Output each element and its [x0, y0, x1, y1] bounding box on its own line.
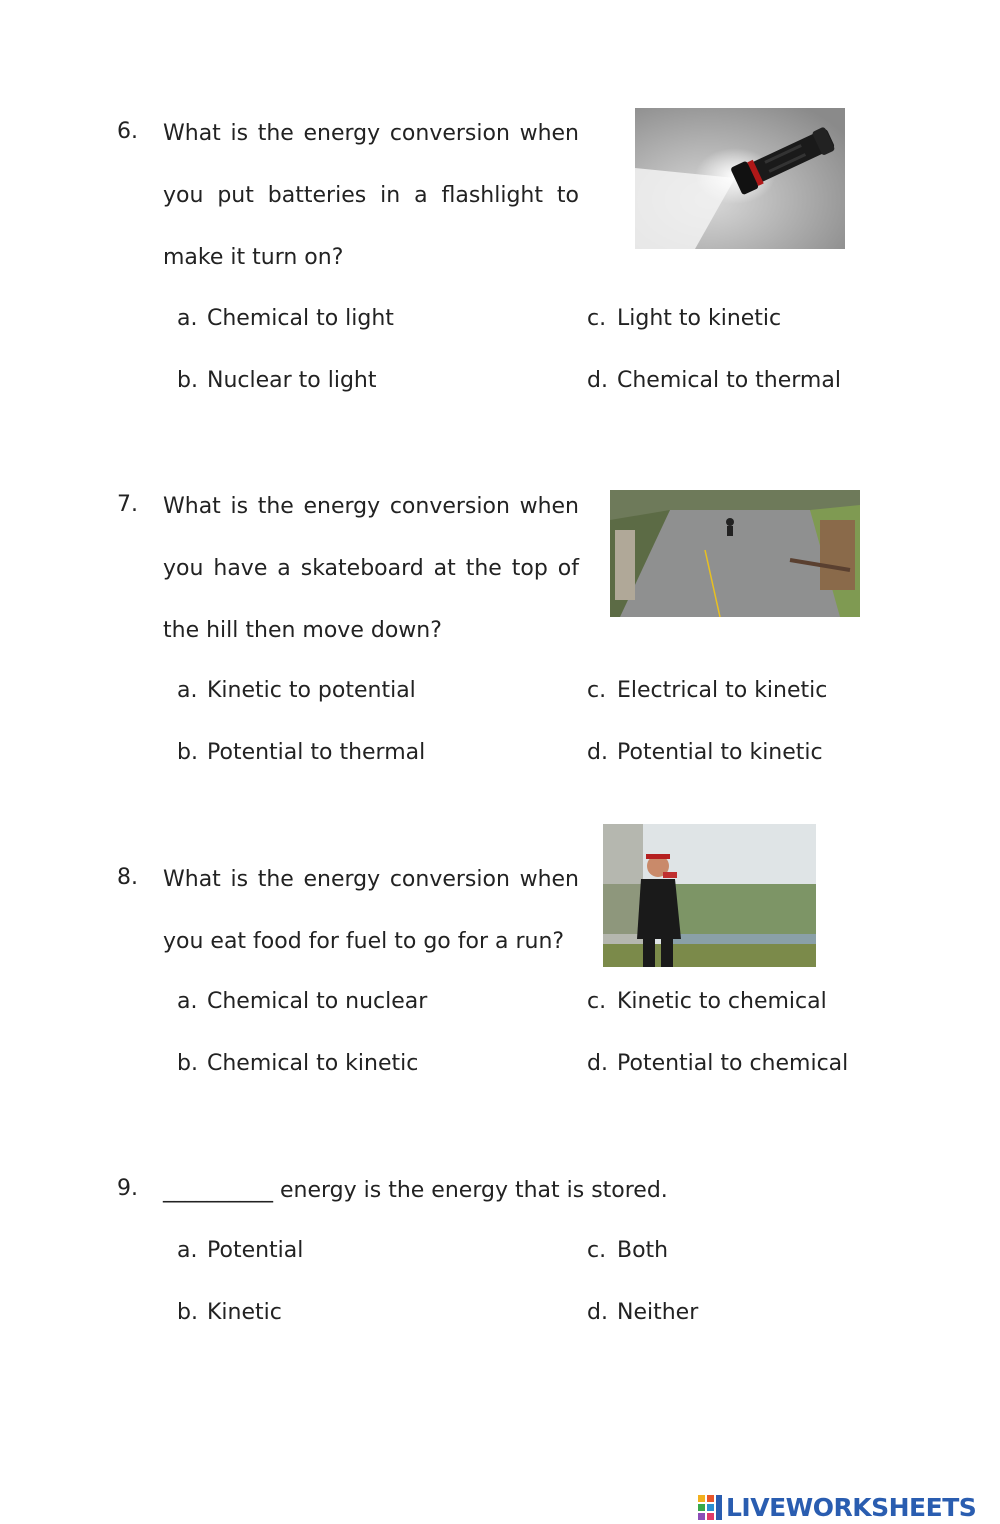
option-c[interactable]: c. Kinetic to chemical: [587, 989, 827, 1014]
question-text: __________ energy is the energy that is stored.: [163, 1178, 668, 1203]
liveworksheets-logo: [698, 1490, 976, 1524]
option-d[interactable]: d. Potential to kinetic: [587, 740, 823, 765]
option-d[interactable]: d. Chemical to thermal: [587, 368, 841, 393]
option-b[interactable]: b. Chemical to kinetic: [177, 1051, 419, 1076]
liveworksheets-logo-icon: [698, 1493, 724, 1521]
option-a[interactable]: a. Chemical to nuclear: [177, 989, 428, 1014]
runner-eating-photo: [603, 824, 816, 967]
question-number: 7.: [117, 492, 138, 517]
option-b[interactable]: b. Potential to thermal: [177, 740, 426, 765]
question-number: 8.: [117, 865, 138, 890]
option-b[interactable]: b. Kinetic: [177, 1300, 282, 1325]
option-a[interactable]: a. Chemical to light: [177, 306, 394, 331]
option-c[interactable]: c. Both: [587, 1238, 669, 1263]
question-text: What is the energy conversion when you have a skateboard at the top of the hill then move down?: [163, 494, 579, 643]
question-text: What is the energy conversion when you eat food for fuel to go for a run?: [163, 867, 579, 954]
option-b[interactable]: b. Nuclear to light: [177, 368, 377, 393]
option-c[interactable]: c. Light to kinetic: [587, 306, 782, 331]
question-text: What is the energy conversion when you put batteries in a flashlight to make it turn on?: [163, 121, 579, 270]
option-a[interactable]: a. Potential: [177, 1238, 304, 1263]
brand-wordmark: LIVEWORKSHEETS: [726, 1492, 977, 1522]
question-number: 9.: [117, 1176, 138, 1201]
option-d[interactable]: d. Neither: [587, 1300, 699, 1325]
question-number: 6.: [117, 119, 138, 144]
option-d[interactable]: d. Potential to chemical: [587, 1051, 849, 1076]
option-a[interactable]: a. Kinetic to potential: [177, 678, 416, 703]
skateboard-hill-photo: [610, 490, 860, 617]
option-c[interactable]: c. Electrical to kinetic: [587, 678, 828, 703]
flashlight-photo: [635, 108, 845, 249]
